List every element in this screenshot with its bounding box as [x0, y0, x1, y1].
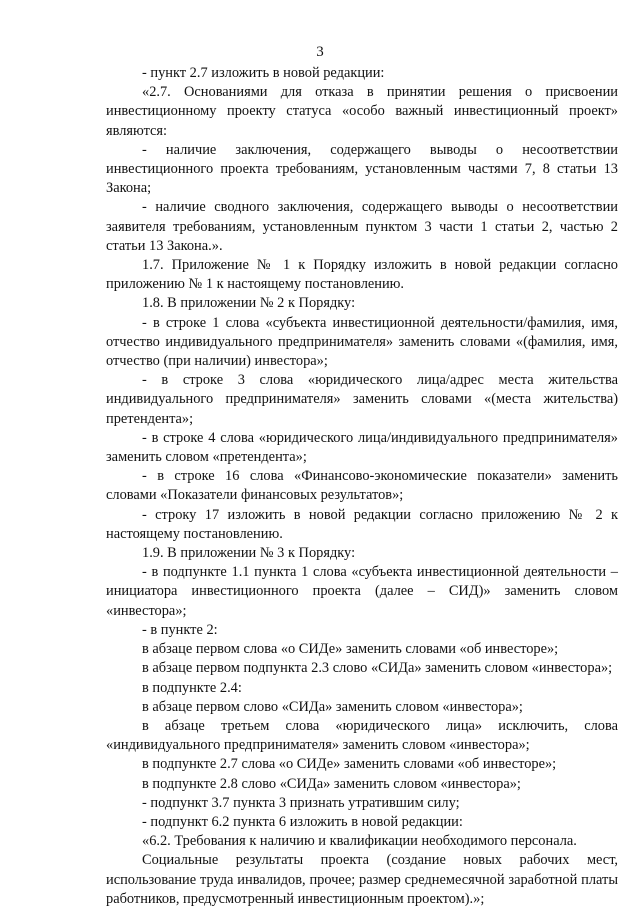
paragraph-subitem-2-4: в подпункте 2.4:: [142, 679, 242, 696]
paragraph-subitem-6-2: - подпункт 6.2 пункта 6 изложить в новой редакции:: [142, 813, 463, 830]
paragraph-row-3: - в строке 3 слова «юридического лица/адрес места жительства индивидуального предпринимателя» заменить словами «(места жительства) претендента»;: [106, 372, 618, 427]
paragraph-subitem-2-4-abzac-3: в абзаце третьем слова «юридического лица» исключить, слова «индивидуального предпринимателя» заменить словом «инвестора»;: [106, 717, 618, 754]
paragraph-row-17: - строку 17 изложить в новой редакции согласно приложению № 2 к настоящему постановлению.: [106, 506, 618, 542]
paragraph-conclusion-1: - наличие заключения, содержащего выводы о несоответствии инвестиционного проекта требованиям, установленным частями 7, 8 статьи 13 Закона;: [106, 141, 618, 197]
paragraph-1-9: 1.9. В приложении № 3 к Порядку:: [142, 545, 356, 562]
page-number: 3: [316, 44, 324, 60]
paragraph-1-8: 1.8. В приложении № 2 к Порядку:: [142, 295, 356, 312]
document-body: [106, 64, 618, 909]
paragraph-item-2-7-intro: - пункт 2.7 изложить в новой редакции:: [142, 65, 385, 81]
paragraph-row-16: - в строке 16 слова «Финансово-экономические показатели» заменить словами «Показатели финансовых результатов»;: [106, 468, 618, 504]
paragraph-item-2-7-text: «2.7. Основаниями для отказа в принятии решения о присвоении инвестиционному проекту статуса «особо важный инвестиционный проект» являются:: [106, 84, 618, 139]
paragraph-subitem-2-8: в подпункте 2.8 слово «СИДа» заменить словом «инвестора»;: [142, 775, 521, 792]
paragraph-row-1: - в строке 1 слова «субъекта инвестиционной деятельности/фамилия, имя, отчество индивидуального предпринимателя» заменить словами «(фамилия, имя, отчество (при наличии) инвестора»;: [106, 314, 618, 370]
paragraph-subitem-2-4-abzac-1: в абзаце первом слово «СИДа» заменить словом «инвестора»;: [142, 698, 523, 715]
paragraph-conclusion-2: - наличие сводного заключения, содержащего выводы о несоответствии заявителя требованиям, установленным пунктом 3 части 1 статьи 2, частью 2 статьи 13 Закона.».: [106, 199, 618, 254]
paragraph-item-2-abzac-1: в абзаце первом слова «о СИДе» заменить словами «об инвесторе»;: [142, 641, 559, 658]
paragraph-subitem-1-1: - в подпункте 1.1 пункта 1 слова «субъекта инвестиционной деятельности – инициатора инвестиционного проекта (далее – СИД)» заменить словом «инвестора»;: [106, 564, 618, 619]
paragraph-subitem-3-7: - подпункт 3.7 пункта 3 признать утратившим силу;: [142, 794, 460, 811]
paragraph-1-7: 1.7. Приложение № 1 к Порядку изложить в новой редакции согласно приложению № 1 к настоящему постановлению.: [106, 257, 618, 293]
paragraph-item-2: - в пункте 2:: [142, 621, 218, 638]
paragraph-subitem-2-3: в абзаце первом подпункта 2.3 слово «СИДа» заменить словом «инвестора»;: [142, 660, 613, 677]
paragraph-subitem-2-7: в подпункте 2.7 слова «о СИДе» заменить словами «об инвесторе»;: [142, 756, 557, 773]
paragraph-6-2-text: «6.2. Требования к наличию и квалификации необходимого персонала.: [142, 833, 577, 850]
paragraph-social-results: Социальные результаты проекта (создание новых рабочих мест, использование труда инвалидов, прочее; размер среднемесячной заработной платы работников, предусмотренный инвестиционным проектом).»;: [106, 852, 618, 907]
paragraph-row-4: - в строке 4 слова «юридического лица/индивидуального предпринимателя» заменить словом «претендента»;: [106, 429, 618, 466]
